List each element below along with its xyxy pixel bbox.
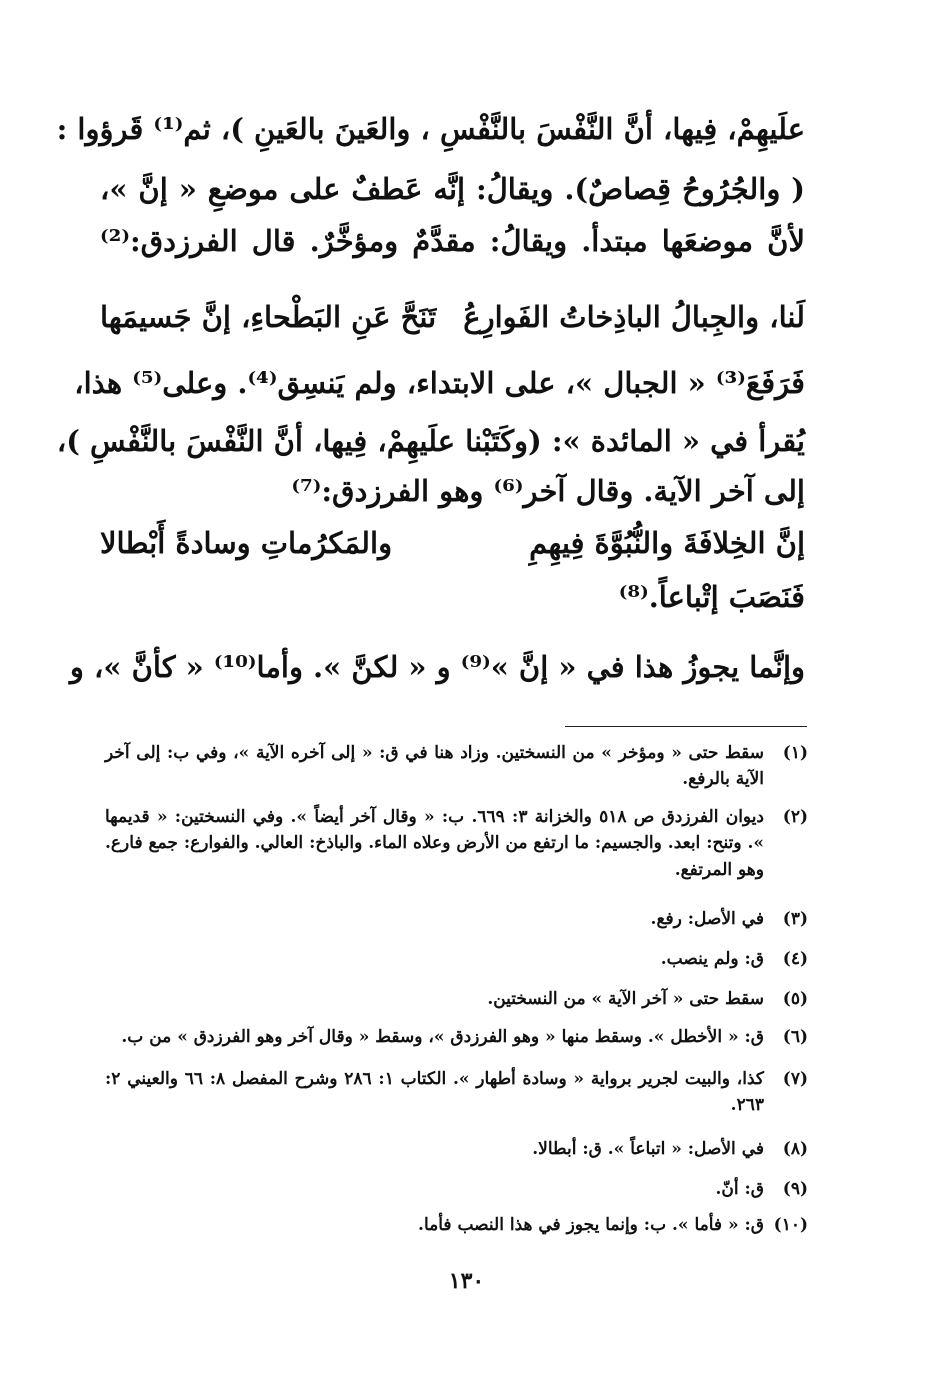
footnote-10 — [105, 1212, 808, 1238]
footnote-number: (٩) — [782, 1179, 808, 1199]
footnote-text: سقط حتى « ومؤخر » من النسختين. وزاد هنا في ق: « إلى آخره الآية »، وفي ب: إلى آخر الآية بالرفع. — [105, 743, 764, 790]
footnote-4 — [105, 946, 808, 972]
footnote-separator — [565, 726, 807, 727]
verse-2-tail: فَنَصَبَ إتْباعاً.⁽⁸⁾ — [618, 580, 805, 614]
footnote-5 — [105, 986, 808, 1012]
footnote-9 — [105, 1176, 808, 1202]
footnote-2 — [105, 804, 808, 883]
footnote-6 — [105, 1024, 808, 1050]
footnote-number: (١٠) — [773, 1215, 808, 1235]
main-text-line-6: إلى آخر الآية. وقال آخر⁽⁶⁾ وهو الفرزدق:⁽⁷⁾ — [291, 474, 805, 508]
verse-2-first-hemistich: إنَّ الخِلافَةَ والنُّبُوَّةَ فِيهِمِ — [529, 526, 805, 560]
verse-2-second-hemistich: والمَكرُماتِ وسادةً أَبْطالا — [100, 526, 393, 560]
footnote-number: (٧) — [782, 1069, 808, 1089]
footnote-text: سقط حتى « آخر الآية » من النسختين. — [487, 989, 764, 1009]
page-number: ١٣٠ — [448, 1268, 485, 1294]
main-text-line-4: فَرَفَعَ⁽³⁾ « الجبال »، على الابتداء، ولم يَنسِق⁽⁴⁾. وعلى⁽⁵⁾ هذا، — [74, 366, 805, 400]
footnote-text: ق: أنّ. — [715, 1179, 764, 1199]
footnote-number: (٨) — [782, 1139, 808, 1159]
footnote-text: ق: « الأخطل ». وسقط منها « وهو الفرزدق »، وسقط « وقال آخر وهو الفرزدق » من ب. — [121, 1027, 764, 1047]
main-text-line-5: يُقرأ في « المائدة »: (وكَتَبْنا علَيهِمْ، فِيها، أنَّ النَّفْسَ بالنَّفْسِ )، — [56, 424, 805, 458]
footnote-8 — [105, 1136, 808, 1162]
footnote-number: (٤) — [782, 949, 808, 969]
footnote-number: (٣) — [782, 909, 808, 929]
footnote-number: (٢) — [782, 807, 808, 827]
main-text-line-3: لأنَّ موضعَها مبتدأ. ويقالُ: مقدَّمٌ ومؤخَّرٌ. قال الفرزدق:⁽²⁾ — [100, 224, 805, 258]
footnote-number: (٦) — [782, 1027, 808, 1047]
footnote-number: (١) — [782, 743, 808, 763]
main-text-line-1: علَيهِمْ، فِيها، أنَّ النَّفْسَ بالنَّفْسِ ، والعَينَ بالعَينِ )، ثم⁽¹⁾ قَرؤوا : — [56, 112, 805, 146]
footnote-text: في الأصل: « اتباعاً ». ق: أبطالا. — [532, 1139, 764, 1159]
footnote-text: ق: « فأما ». ب: وإنما يجوز في هذا النصب فأما. — [418, 1215, 764, 1235]
footnote-text: ق: ولم ينصب. — [660, 949, 764, 969]
footnote-7 — [105, 1066, 808, 1119]
main-text-line-2: ( والجُرُوحُ قِصاصٌ). ويقالُ: إنَّه عَطفٌ على موضعِ « إنَّ »، — [100, 172, 805, 206]
footnote-1 — [105, 740, 808, 793]
footnote-text: كذا، والبيت لجرير برواية « وسادة أطهار ». الكتاب ١: ٢٨٦ وشرح المفصل ٨: ٦٦ والعيني ٢: ٢٦٣. — [105, 1069, 764, 1116]
main-text-line-7: وإنَّما يجوزُ هذا في « إنَّ »⁽⁹⁾ و « لكنَّ ». وأما⁽¹⁰⁾ « كأنَّ »، و — [69, 650, 805, 684]
footnote-number: (٥) — [782, 989, 808, 1009]
footnote-text: ديوان الفرزدق ص ٥١٨ والخزانة ٣: ٦٦٩. ب: « وقال آخر أيضاً ». وفي النسختين: « قديمها ». وتنح: ابعد. والجسيم: ما ارتفع من الأرض وعلاه الماء. والباذخ: العالي. والفوارع: جمع فارع. وهو المرتفع. — [105, 807, 765, 880]
footnote-text: في الأصل: رفع. — [650, 909, 764, 929]
footnote-3 — [105, 906, 808, 932]
verse-1-second-hemistich: تَنَحَّ عَنِ البَطْحاءِ، إنَّ جَسيمَها — [100, 300, 437, 334]
verse-1-first-hemistich: لَنا، والجِبالُ الباذِخاتُ الفَوارِعُ — [463, 300, 805, 334]
